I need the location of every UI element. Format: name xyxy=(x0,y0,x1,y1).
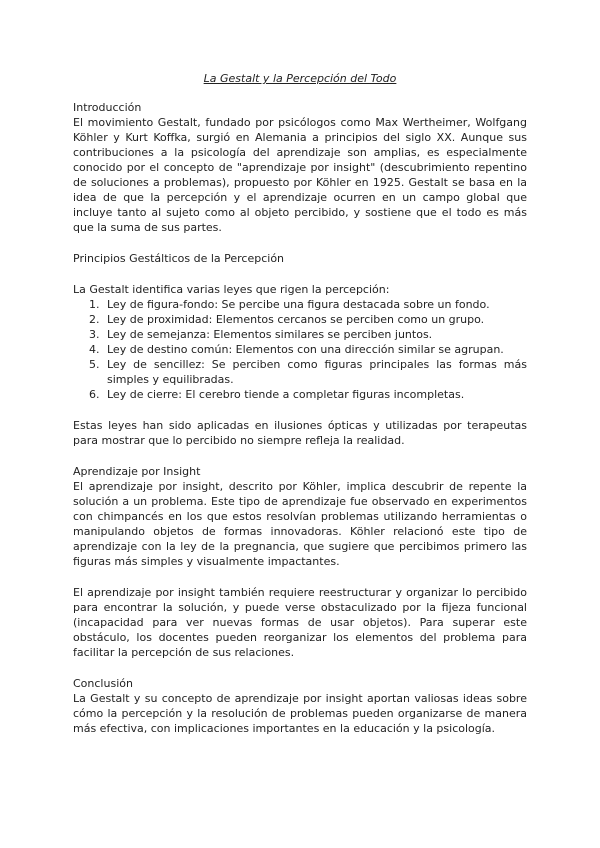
principles-lead: La Gestalt identifica varias leyes que rigen la percepción: xyxy=(73,283,390,296)
intro-paragraph: El movimiento Gestalt, fundado por psicólogos como Max Wertheimer, Wolfgang Köhler y Kurt Koffka, surgió en Alemania a principios del siglo XX. Aunque sus contribuciones a la psicología del aprendizaje son amplias, es especialmente conocido por el concepto de "aprendizaje por insight" (descubrimiento repentino de soluciones a problemas), propuesto por Köhler en 1925. Gestalt se basa en la idea de que la percepción y el aprendizaje ocurren en un campo global que incluye tanto al sujeto como al objeto percibido, y sostiene que el todo es más que la suma de sus partes. xyxy=(73,116,527,234)
list-text: Ley de sencillez: Se perciben como figuras principales las formas más simples y equilibradas. xyxy=(107,358,527,386)
list-number: 6. xyxy=(89,388,100,401)
list-text: Ley de semejanza: Elementos similares se perciben juntos. xyxy=(107,328,433,341)
list-text: Ley de proximidad: Elementos cercanos se perciben como un grupo. xyxy=(107,313,485,326)
principles-closing: Estas leyes han sido aplicadas en ilusiones ópticas y utilizadas por terapeutas para mostrar que lo percibido no siempre refleja la realidad. xyxy=(73,419,527,447)
list-number: 4. xyxy=(89,343,100,356)
list-text: Ley de cierre: El cerebro tiende a completar figuras incompletas. xyxy=(107,388,465,401)
document-title: La Gestalt y la Percepción del Todo xyxy=(203,72,397,85)
conclusion-paragraph: La Gestalt y su concepto de aprendizaje por insight aportan valiosas ideas sobre cómo la percepción y la resolución de problemas pueden organizarse de manera más efectiva, con implicaciones importantes en la educación y la psicología. xyxy=(73,692,527,735)
conclusion-heading: Conclusión xyxy=(73,677,133,690)
list-number: 1. xyxy=(89,298,100,311)
list-text: Ley de destino común: Elementos con una dirección similar se agrupan. xyxy=(107,343,504,356)
insight-paragraph-1: El aprendizaje por insight, descrito por Köhler, implica descubrir de repente la solución a un problema. Este tipo de aprendizaje fue observado en experimentos con chimpancés en los que estos resolvían problemas utilizando herramientas o manipulando objetos de formas innovadoras. Köhler relacionó este tipo de aprendizaje con la ley de la pregnancia, que sugiere que percibimos primero las figuras más simples y visualmente impactantes. xyxy=(73,480,527,568)
list-number: 2. xyxy=(89,313,100,326)
list-item xyxy=(89,357,527,387)
laws-list xyxy=(73,297,527,402)
list-number: 5. xyxy=(89,358,100,371)
insight-heading: Aprendizaje por Insight xyxy=(73,465,201,478)
list-item xyxy=(89,312,527,327)
list-item xyxy=(89,342,527,357)
principles-heading: Principios Gestálticos de la Percepción xyxy=(73,252,285,265)
document-page xyxy=(73,72,527,736)
insight-paragraph-2: El aprendizaje por insight también requiere reestructurar y organizar lo percibido para encontrar la solución, y puede verse obstaculizado por la fijeza funcional (incapacidad para ver nuevas formas de usar objetos). Para superar este obstáculo, los docentes pueden reorganizar los elementos del problema para facilitar la percepción de sus relaciones. xyxy=(73,586,527,659)
list-item xyxy=(89,387,527,402)
intro-heading: Introducción xyxy=(73,101,142,114)
list-text: Ley de figura-fondo: Se percibe una figura destacada sobre un fondo. xyxy=(107,298,490,311)
list-item xyxy=(89,327,527,342)
list-number: 3. xyxy=(89,328,100,341)
list-item xyxy=(89,297,527,312)
